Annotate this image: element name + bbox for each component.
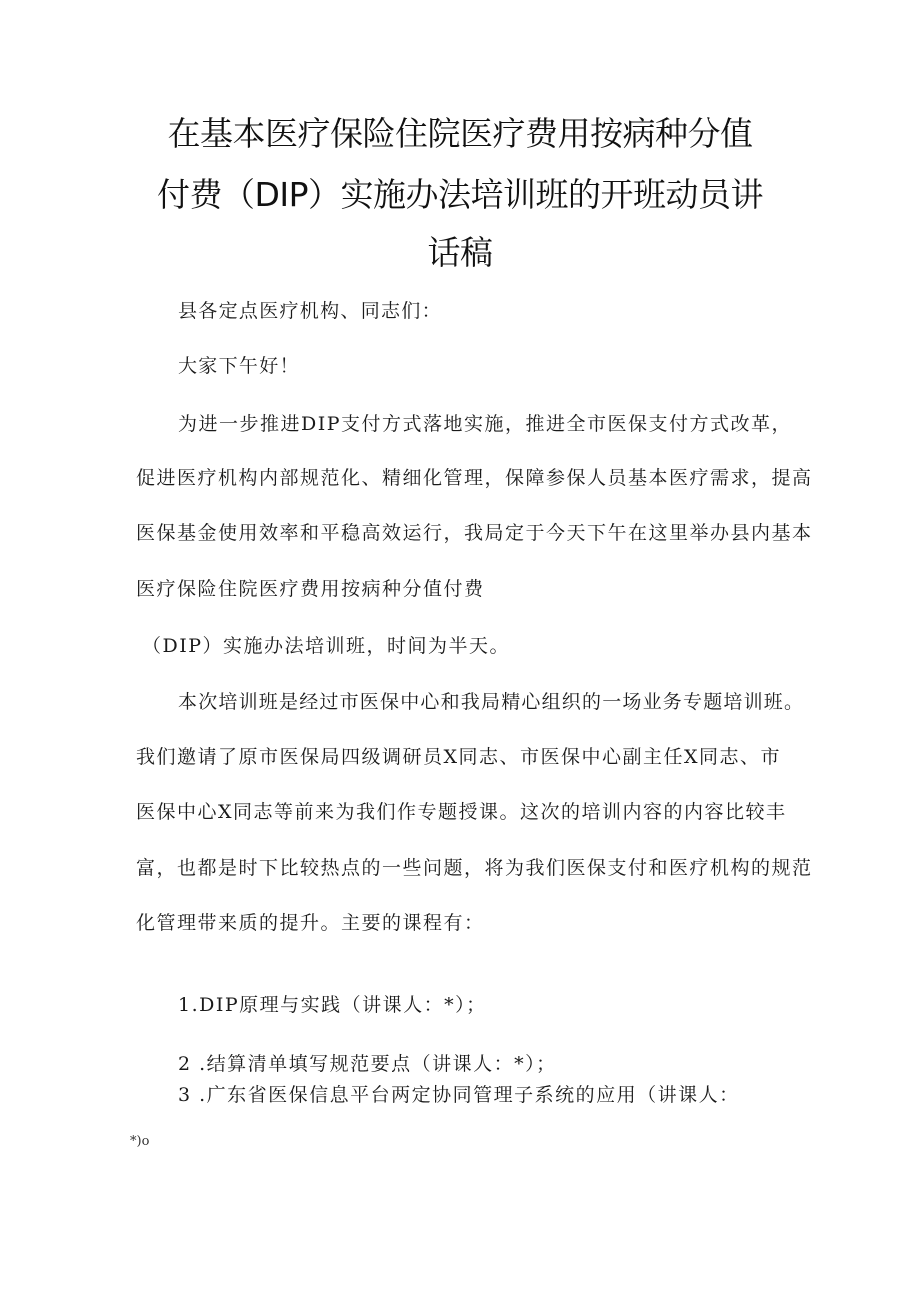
paragraph-1-line-3: 医保基金使用效率和平稳高效运行，我局定于今天下午在这里举办县内基本 bbox=[136, 522, 813, 544]
course-item-3: 3 .广东省医保信息平台两定协同管理子系统的应用（讲课人： bbox=[178, 1084, 740, 1106]
document-title-line-3: 话稿 bbox=[427, 233, 493, 272]
paragraph-2-line-4: 富，也都是时下比较热点的一些问题，将为我们医保支付和医疗机构的规范 bbox=[136, 857, 813, 879]
paragraph-1-line-2: 促进医疗机构内部规范化、精细化管理，保障参保人员基本医疗需求，提高 bbox=[136, 467, 813, 489]
paragraph-2-line-5: 化管理带来质的提升。主要的课程有： bbox=[136, 912, 485, 934]
document-title-line-2: 付费（DIP）实施办法培训班的开班动员讲 bbox=[156, 175, 764, 214]
paragraph-2-line-1: 本次培训班是经过市医保中心和我局精心组织的一场业务专题培训班。 bbox=[178, 691, 805, 713]
paragraph-1-line-4: 医疗保险住院医疗费用按病种分值付费 bbox=[136, 578, 485, 600]
paragraph-2-line-2: 我们邀请了原市医保局四级调研员X同志、市医保中心副主任X同志、市 bbox=[136, 746, 782, 768]
document-title-line-1: 在基本医疗保险住院医疗费用按病种分值 bbox=[167, 114, 753, 153]
salutation: 县各定点医疗机构、同志们： bbox=[178, 300, 442, 322]
greeting: 大家下午好！ bbox=[178, 355, 300, 377]
course-item-1: 1.DIP原理与实践（讲课人：*）； bbox=[178, 994, 487, 1016]
paragraph-1-line-1: 为进一步推进DIP支付方式落地实施，推进全市医保支付方式改革， bbox=[178, 413, 793, 435]
paragraph-2-line-3: 医保中心X同志等前来为我们作专题授课。这次的培训内容的内容比较丰 bbox=[136, 801, 787, 823]
course-item-2: 2 .结算清单填写规范要点（讲课人：*）； bbox=[178, 1053, 557, 1075]
text-fragment: *)o bbox=[130, 1134, 150, 1149]
paragraph-1-line-5: （DIP）实施办法培训班，时间为半天。 bbox=[142, 635, 511, 657]
